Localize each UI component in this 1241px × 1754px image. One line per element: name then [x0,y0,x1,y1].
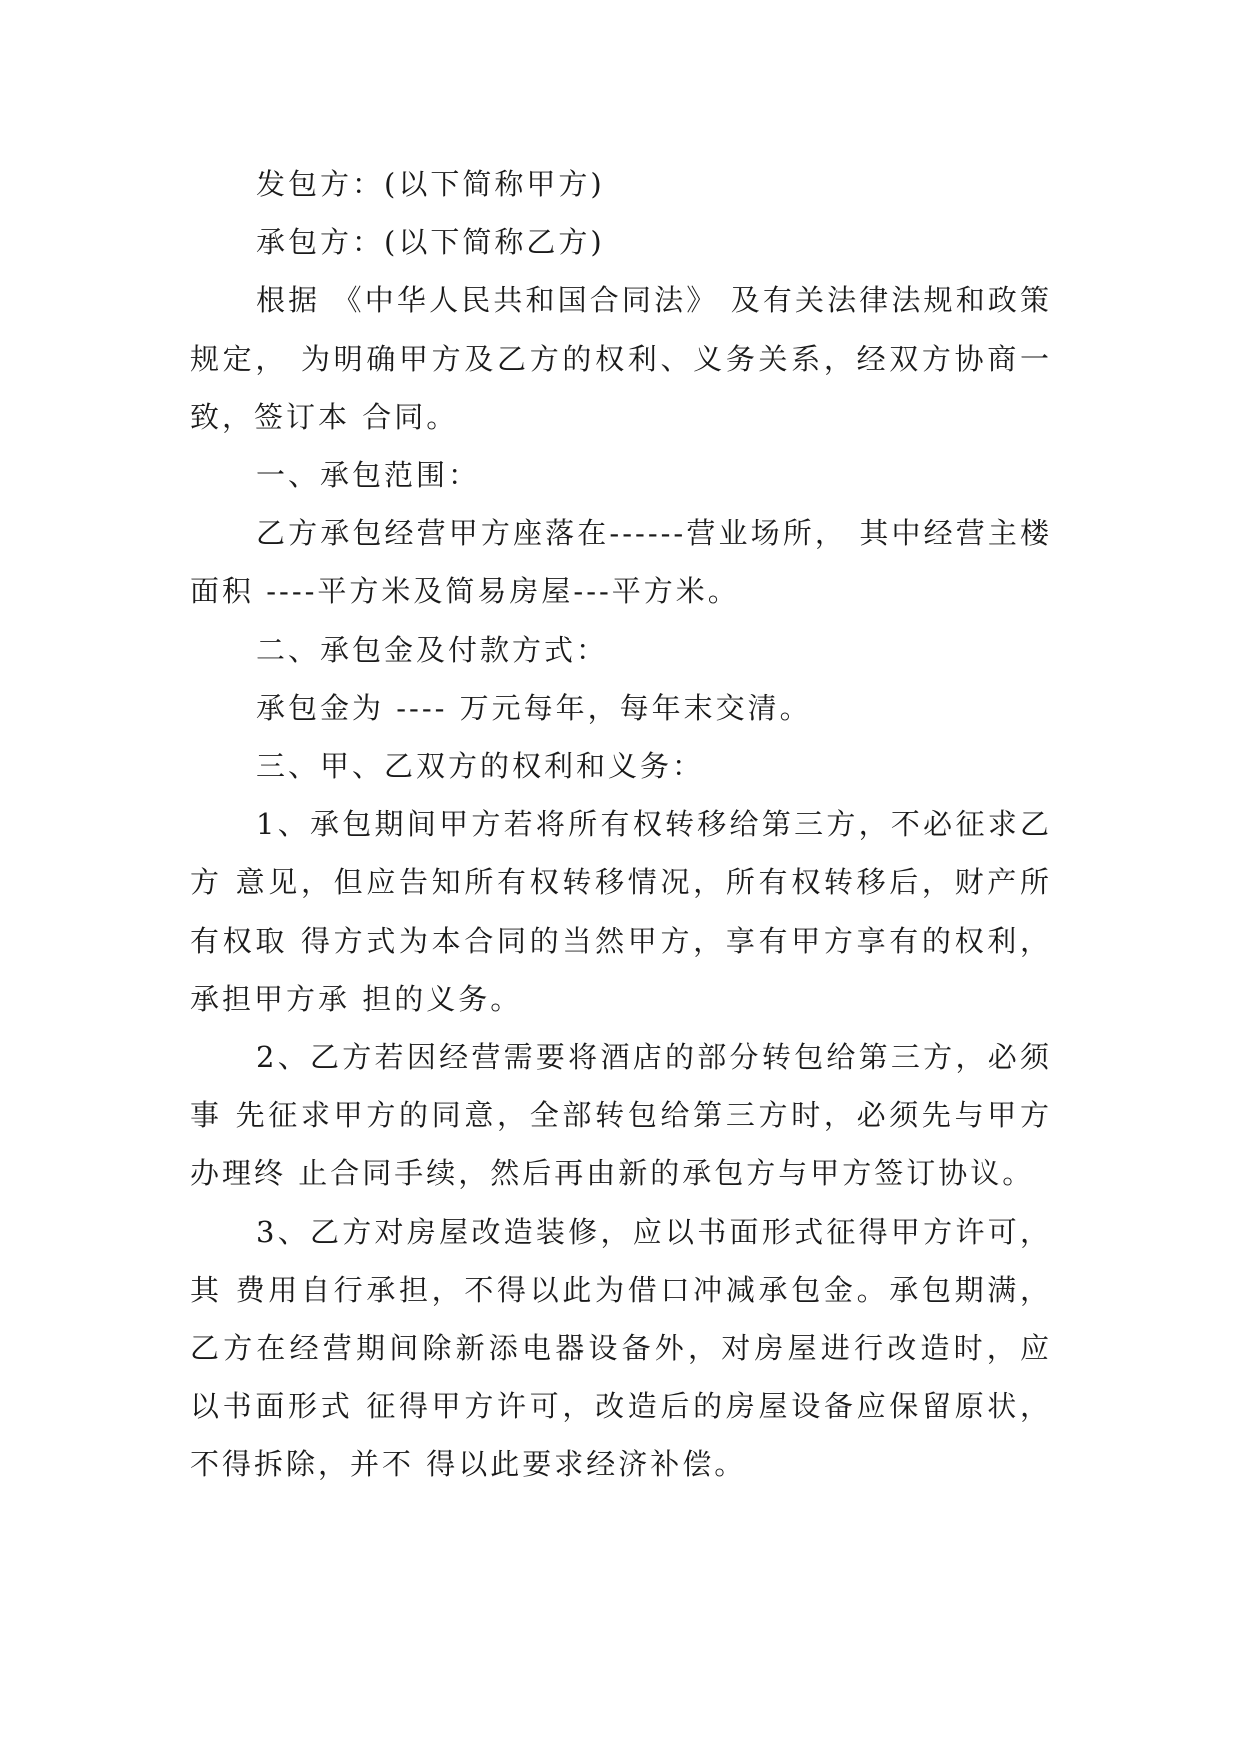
document-body [190,155,1052,1494]
preamble-paragraph: 根据 《中华人民共和国合同法》 及有关法律法规和政策规定， 为明确甲方及乙方的权利、义务关系，经双方协商一致，签订本 合同。 [190,283,1052,434]
section-heading-rights: 三、甲、乙双方的权利和义务： [256,749,705,784]
section-heading-scope: 一、承包范围： [256,458,481,493]
party-a-line: 发包方：(以下简称甲方) [256,167,605,201]
scope-paragraph: 乙方承包经营甲方座落在------营业场所， 其中经营主楼面积 ----平方米及简易房屋---平方米。 [190,516,1052,609]
clause-2-paragraph: 2、乙方若因经营需要将酒店的部分转包给第三方，必须事 先征求甲方的同意，全部转包给第三方时，必须先与甲方办理终 止合同手续，然后再由新的承包方与甲方签订协议。 [190,1040,1052,1191]
section-heading-payment: 二、承包金及付款方式： [256,632,609,667]
clause-1-paragraph: 1、承包期间甲方若将所有权转移给第三方，不必征求乙方 意见，但应告知所有权转移情况，所有权转移后，财产所有权取 得方式为本合同的当然甲方，享有甲方享有的权利，承担甲方承 担的义务。 [190,807,1052,1016]
party-b-line: 承包方：(以下简称乙方) [256,225,605,260]
clause-3-paragraph: 3、乙方对房屋改造装修，应以书面形式征得甲方许可，其 费用自行承担，不得以此为借口冲减承包金。承包期满，乙方在经营期间除新添电器设备外，对房屋进行改造时，应以书面形式 征得甲方许可，改造后的房屋设备应保留原状，不得拆除，并不 得以此要求经济补偿。 [190,1214,1052,1482]
payment-paragraph: 承包金为 ---- 万元每年，每年末交清。 [256,690,812,725]
